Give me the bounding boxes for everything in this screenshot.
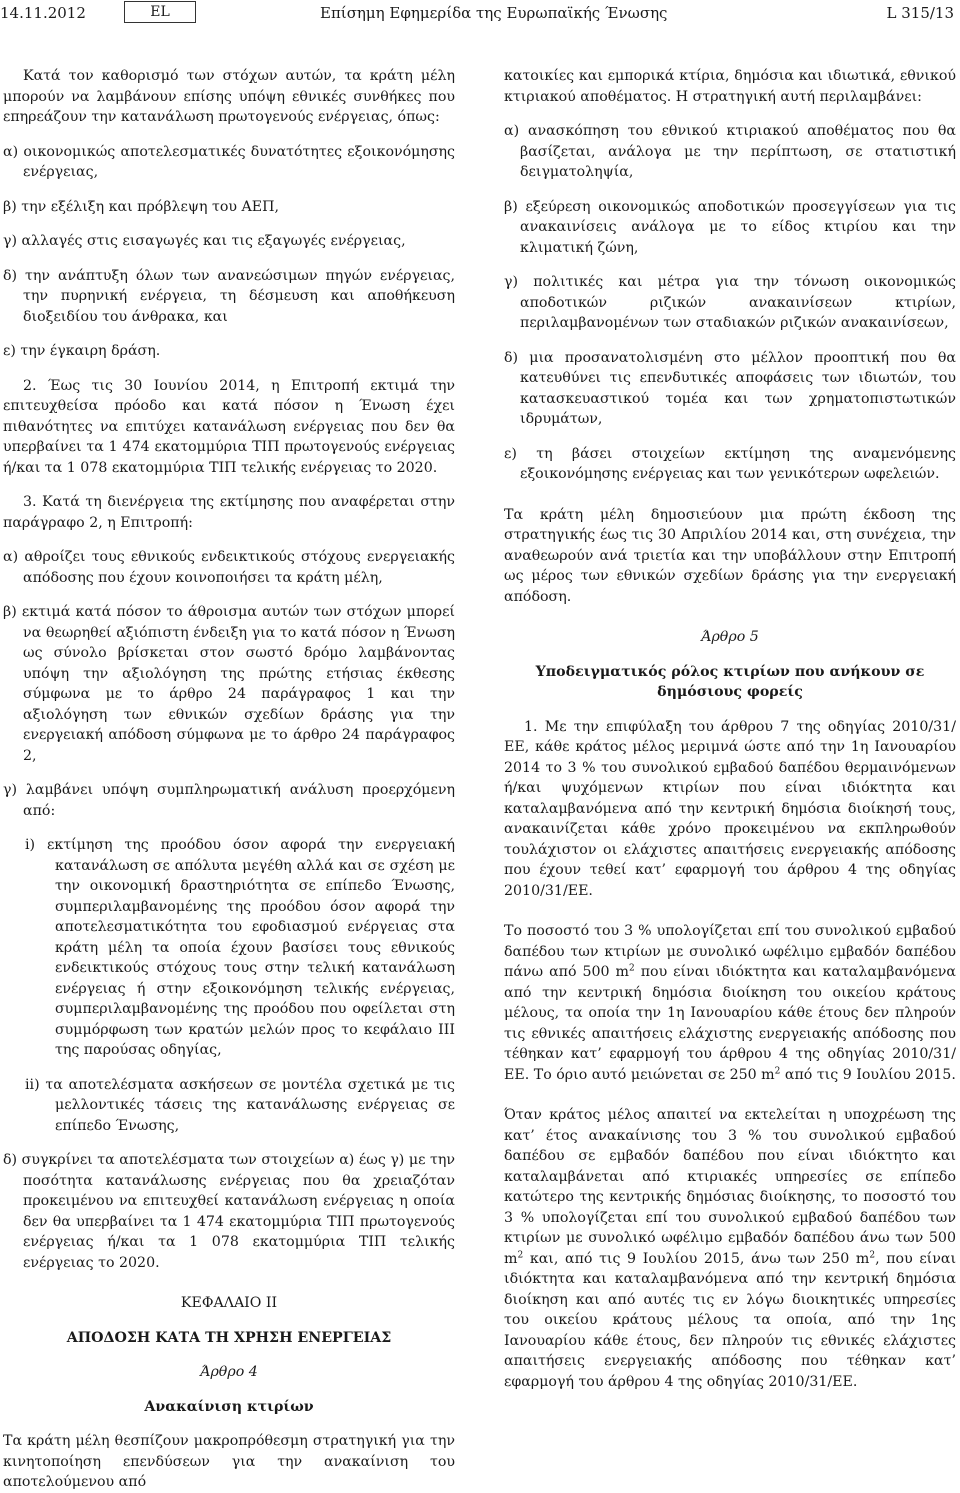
p2-superscript-1: 2 [629, 963, 635, 974]
p2-part-a: Το ποσοστό του 3 % υπολογίζεται επί του συνολικού εμβαδού δαπέδου των κτιρίων με συνολικό ωφέλιμο εμβαδόν δαπέδου πάνω από 500 m [504, 923, 956, 980]
p2-part-b: που είναι ιδιόκτητα και καταλαμβανόμενα από την κεντρική δημόσια διοίκηση του οικείου κράτους μέλους, τα οποία την 1η Ιανουαρίου κάθε έτους δεν πληρούν τις εθνικές απαιτήσεις ελάχιστης ενεργειακής απόδοσης που τέθηκαν κατ’ εφαρμογή του άρθρου 4 της οδηγίας 2010/31/ΕΕ. Το όριο αυτό μειώνεται σε 250 m [504, 964, 957, 1083]
header-date: 14.11.2012 [0, 4, 86, 22]
criteria-item-d: δ) την ανάπτυξη όλων των ανανεώσιμων πηγών ενέργειας, την πυρηνική ενέργεια, τη δέσμευση και αποθήκευση διοξειδίου του άνθρακα, και [3, 267, 455, 325]
chapter-number: ΚΕΦΑΛΑΙΟ ΙΙ [180, 1295, 278, 1311]
article-5-paragraph-2 [504, 921, 956, 1085]
p2-part-c: από τις 9 Ιουλίου 2015. [780, 1066, 956, 1083]
criteria-item-a: α) οικονομικώς αποτελεσματικές δυνατότητες εξοικονόμησης ενέργειας, [3, 143, 455, 180]
p2-superscript-2: 2 [774, 1065, 781, 1076]
strategy-item-c: γ) πολιτικές και μέτρα για την τόνωση οικονομικώς αποδοτικών ριζικών ανακαινίσεων κτιρίων, περιλαμβανομένων των σταδιακών ριζικών ανακαινίσεων, [504, 274, 956, 331]
left-column [3, 66, 455, 1493]
page-header [0, 0, 960, 28]
sub-item-i: i) εκτίμηση της προόδου όσον αφορά την ενεργειακή κατανάλωση σε απόλυτα μεγέθη αλλά και σε σχέση με την οικονομική δραστηριότητα σε επίπεδο Ένωσης, συμπεριλαμβανομένης της προόδου όσον αφορά την αποτελεσματικότητα του εφοδιασμού ενέργειας στα κράτη μέλη τα οποία έχουν βασίσει τους εθνικούς ενδεικτικούς στόχους τους στην τελική κατανάλωση ενέργειας ή στην εξοικονόμηση τελικής ενέργειας, συμπεριλαμβανομένης της προόδου που οφείλεται στη συμμόρφωση των κρατών μελών προς το κεφάλαιο ΙΙΙ της παρούσας οδηγίας, [25, 837, 455, 1058]
strategy-item-e: ε) τη βάσει στοιχείων εκτίμηση της αναμενόμενης εξοικονόμησης ενέργειας και των γενικότερων ωφελειών. [504, 445, 956, 482]
criteria-item-c: γ) αλλαγές στις εισαγωγές και τις εξαγωγές ενέργειας, [3, 233, 406, 249]
assessment-item-a: α) αθροίζει τους εθνικούς ενδεικτικούς στόχους ενεργειακής απόδοσης που έχουν κοινοποιήσει τα κράτη μέλη, [3, 549, 455, 586]
criteria-item-e: ε) την έγκαιρη δράση. [3, 343, 161, 359]
sub-item-ii: ii) τα αποτελέσματα ασκήσεων σε μοντέλα σχετικά με τις μελλοντικές τάσεις της κατανάλωσης ενέργειας σε επίπεδο Ένωσης, [25, 1076, 455, 1134]
article-5-title: Υποδειγματικός ρόλος κτιρίων που ανήκουν σε δημόσιους φορείς [535, 663, 925, 700]
article-5-paragraph-1: 1. Με την επιφύλαξη του άρθρου 7 της οδηγίας 2010/31/ΕΕ, κάθε κράτος μέλος μεριμνά ώστε από την 1η Ιανουαρίου 2014 το 3 % του συνολικού εμβαδού δαπέδου θερμαινόμενων ή/και ψυχόμενων κτιρίων που είναι ιδιόκτητα και καταλαμβανόμενα από την κεντρική δημόσια διοίκησή τους, ανακαινίζεται κάθε χρόνο προκειμένου να εκπληρωθούν τουλάχιστον οι ελάχιστες απαιτήσεις ενεργειακής απόδοσης που έχουν τεθεί κατ’ εφαρμογή του άρθρου 4 της οδηγίας 2010/31/ΕΕ. [504, 718, 956, 899]
criteria-item-b: β) την εξέλιξη και πρόβλεψη του ΑΕΠ, [3, 198, 280, 215]
article-4-title: Ανακαίνιση κτιρίων [144, 1398, 314, 1415]
assessment-item-d: δ) συγκρίνει τα αποτελέσματα των στοιχείων α) έως γ) με την ποσότητα κατανάλωσης ενέργειας που θα χρειαζόταν προκειμένου να επιτευχθεί κατανάλωση ενέργειας η οποία δεν θα υπερβαίνει τα 1 474 εκατομμύρια ΤΙΠ πρωτογενούς ενέργειας ή/και τα 1 078 εκατομμύρια ΤΙΠ τελικής ενέργειας το 2020. [3, 1152, 455, 1271]
chapter-title: ΑΠΟΔΟΣΗ ΚΑΤΑ ΤΗ ΧΡΗΣΗ ΕΝΕΡΓΕΙΑΣ [66, 1329, 392, 1346]
p3-part-a: Όταν κράτος μέλος απαιτεί να εκτελείται η υποχρέωση της κατ’ έτος ανακαίνισης του 3 % του συνολικού εμβαδού δαπέδου σε εμβαδόν δαπέδου που είναι ιδιόκτητο και καταλαμβάνεται από κτιριακές υπηρεσίες σε επίπεδο κατώτερο της κεντρικής δημόσιας διοίκησης, το ποσοστό του 3 % υπολογίζεται επί του συνολικού εμβαδού δαπέδου των κτιρίων με συνολικό ωφέλιμο εμβαδόν δαπέδου άνω των 500 m [504, 1107, 956, 1267]
strategy-continuation: κατοικίες και εμπορικά κτίρια, δημόσια και ιδιωτικά, εθνικού κτιριακού αποθέματος. Η στρατηγική αυτή περιλαμβάνει: [504, 68, 956, 105]
p3-superscript-2: 2 [869, 1249, 876, 1260]
assessment-item-c: γ) λαμβάνει υπόψη συμπληρωματική ανάλυση προερχόμενη από: [3, 782, 455, 819]
p3-part-b: και, από τις 9 Ιουλίου 2015, άνω των 250 m [523, 1250, 870, 1267]
article-5-number: Άρθρο 5 [701, 629, 759, 645]
journal-title: Επίσημη Εφημερίδα της Ευρωπαϊκής Ένωσης [320, 4, 668, 22]
article-4-number: Άρθρο 4 [200, 1364, 258, 1380]
right-column [504, 66, 956, 1392]
p3-part-c: , που είναι ιδιόκτητα και καταλαμβανόμενα από την κεντρική δημόσια διοίκηση και από αυτές τις εν λόγω διοικητικές υπηρεσίες του οικείου κράτους μέλους τα οποία, από την 1ης Ιανουαρίου κάθε έτους, δεν πληρούν τις εθνικές ελάχιστες απαιτήσεις ενεργειακής απόδοσης που τέθηκαν κατ’ εφαρμογή του άρθρου 4 της οδηγίας 2010/31/ΕΕ. [504, 1250, 957, 1390]
article-4-text: Τα κράτη μέλη θεσπίζουν μακροπρόθεσμη στρατηγική για την κινητοποίηση επενδύσεων για την ανακαίνιση του αποτελούμενου από [3, 1433, 455, 1490]
assessment-item-b: β) εκτιμά κατά πόσον το άθροισμα αυτών των στόχων μπορεί να θεωρηθεί αξιόπιστη ένδειξη για το κατά πόσον η Ένωση ως σύνολο βρίσκεται στον σωστό δρόμο λαμβάνοντας υπόψη την αξιολόγηση της πρώτης ετήσιας έκθεσης σύμφωνα με το άρθρο 24 παράγραφος 1 και την αξιολόγηση των εθνικών σχεδίων δράσης για την ενεργειακή απόδοση σύμφωνα με το άρθρο 24 παράγραφος 2, [3, 604, 455, 764]
strategy-item-b: β) εξεύρεση οικονομικώς αποδοτικών προσεγγίσεων για τις ανακαινίσεις ανάλογα με το είδος κτιρίου και την κλιματική ζώνη, [504, 198, 956, 256]
page-reference: L 315/13 [886, 4, 954, 22]
p3-superscript-1: 2 [517, 1249, 524, 1260]
language-code-box: EL [124, 1, 196, 23]
intro-paragraph: Κατά τον καθορισμό των στόχων αυτών, τα κράτη μέλη μπορούν να λαμβάνουν επίσης υπόψη εθνικές συνθήκες που επηρεάζουν την κατανάλωση πρωτογενούς ενέργειας, όπως: [3, 68, 455, 125]
paragraph-2: 2. Έως τις 30 Ιουνίου 2014, η Επιτροπή εκτιμά την επιτευχθείσα πρόοδο και κατά πόσον η Ένωση έχει πιθανότητες να επιτύχει κατανάλωση ενέργειας που δεν θα υπερβαίνει τα 1 474 εκατομμύρια ΤΙΠ πρωτογενούς ενέργειας ή/και τα 1 078 εκατομμύρια ΤΙΠ τελικής ενέργειας το 2020. [3, 377, 455, 476]
strategy-item-d: δ) μια προσανατολισμένη στο μέλλον προοπτική που θα κατευθύνει τις επενδυτικές αποφάσεις των ιδιωτών, του κατασκευαστικού τομέα και των χρηματοπιστωτικών ιδρυμάτων, [504, 349, 956, 427]
article-5-paragraph-3 [504, 1105, 956, 1392]
publication-paragraph: Τα κράτη μέλη δημοσιεύουν μια πρώτη έκδοση της στρατηγικής έως τις 30 Απριλίου 2014 και, στη συνέχεια, την αναθεωρούν ανά τριετία και την υποβάλλουν στην Επιτροπή ως μέρος των εθνικών σχεδίων δράσης για την ενεργειακή απόδοση. [504, 506, 956, 605]
paragraph-3: 3. Κατά τη διενέργεια της εκτίμησης που αναφέρεται στην παράγραφο 2, η Επιτροπή: [3, 494, 455, 531]
strategy-item-a: α) ανασκόπηση του εθνικού κτιριακού αποθέματος που θα βασίζεται, ανάλογα με την περίπτωση, σε στατιστική δειγματοληψία, [504, 123, 956, 180]
